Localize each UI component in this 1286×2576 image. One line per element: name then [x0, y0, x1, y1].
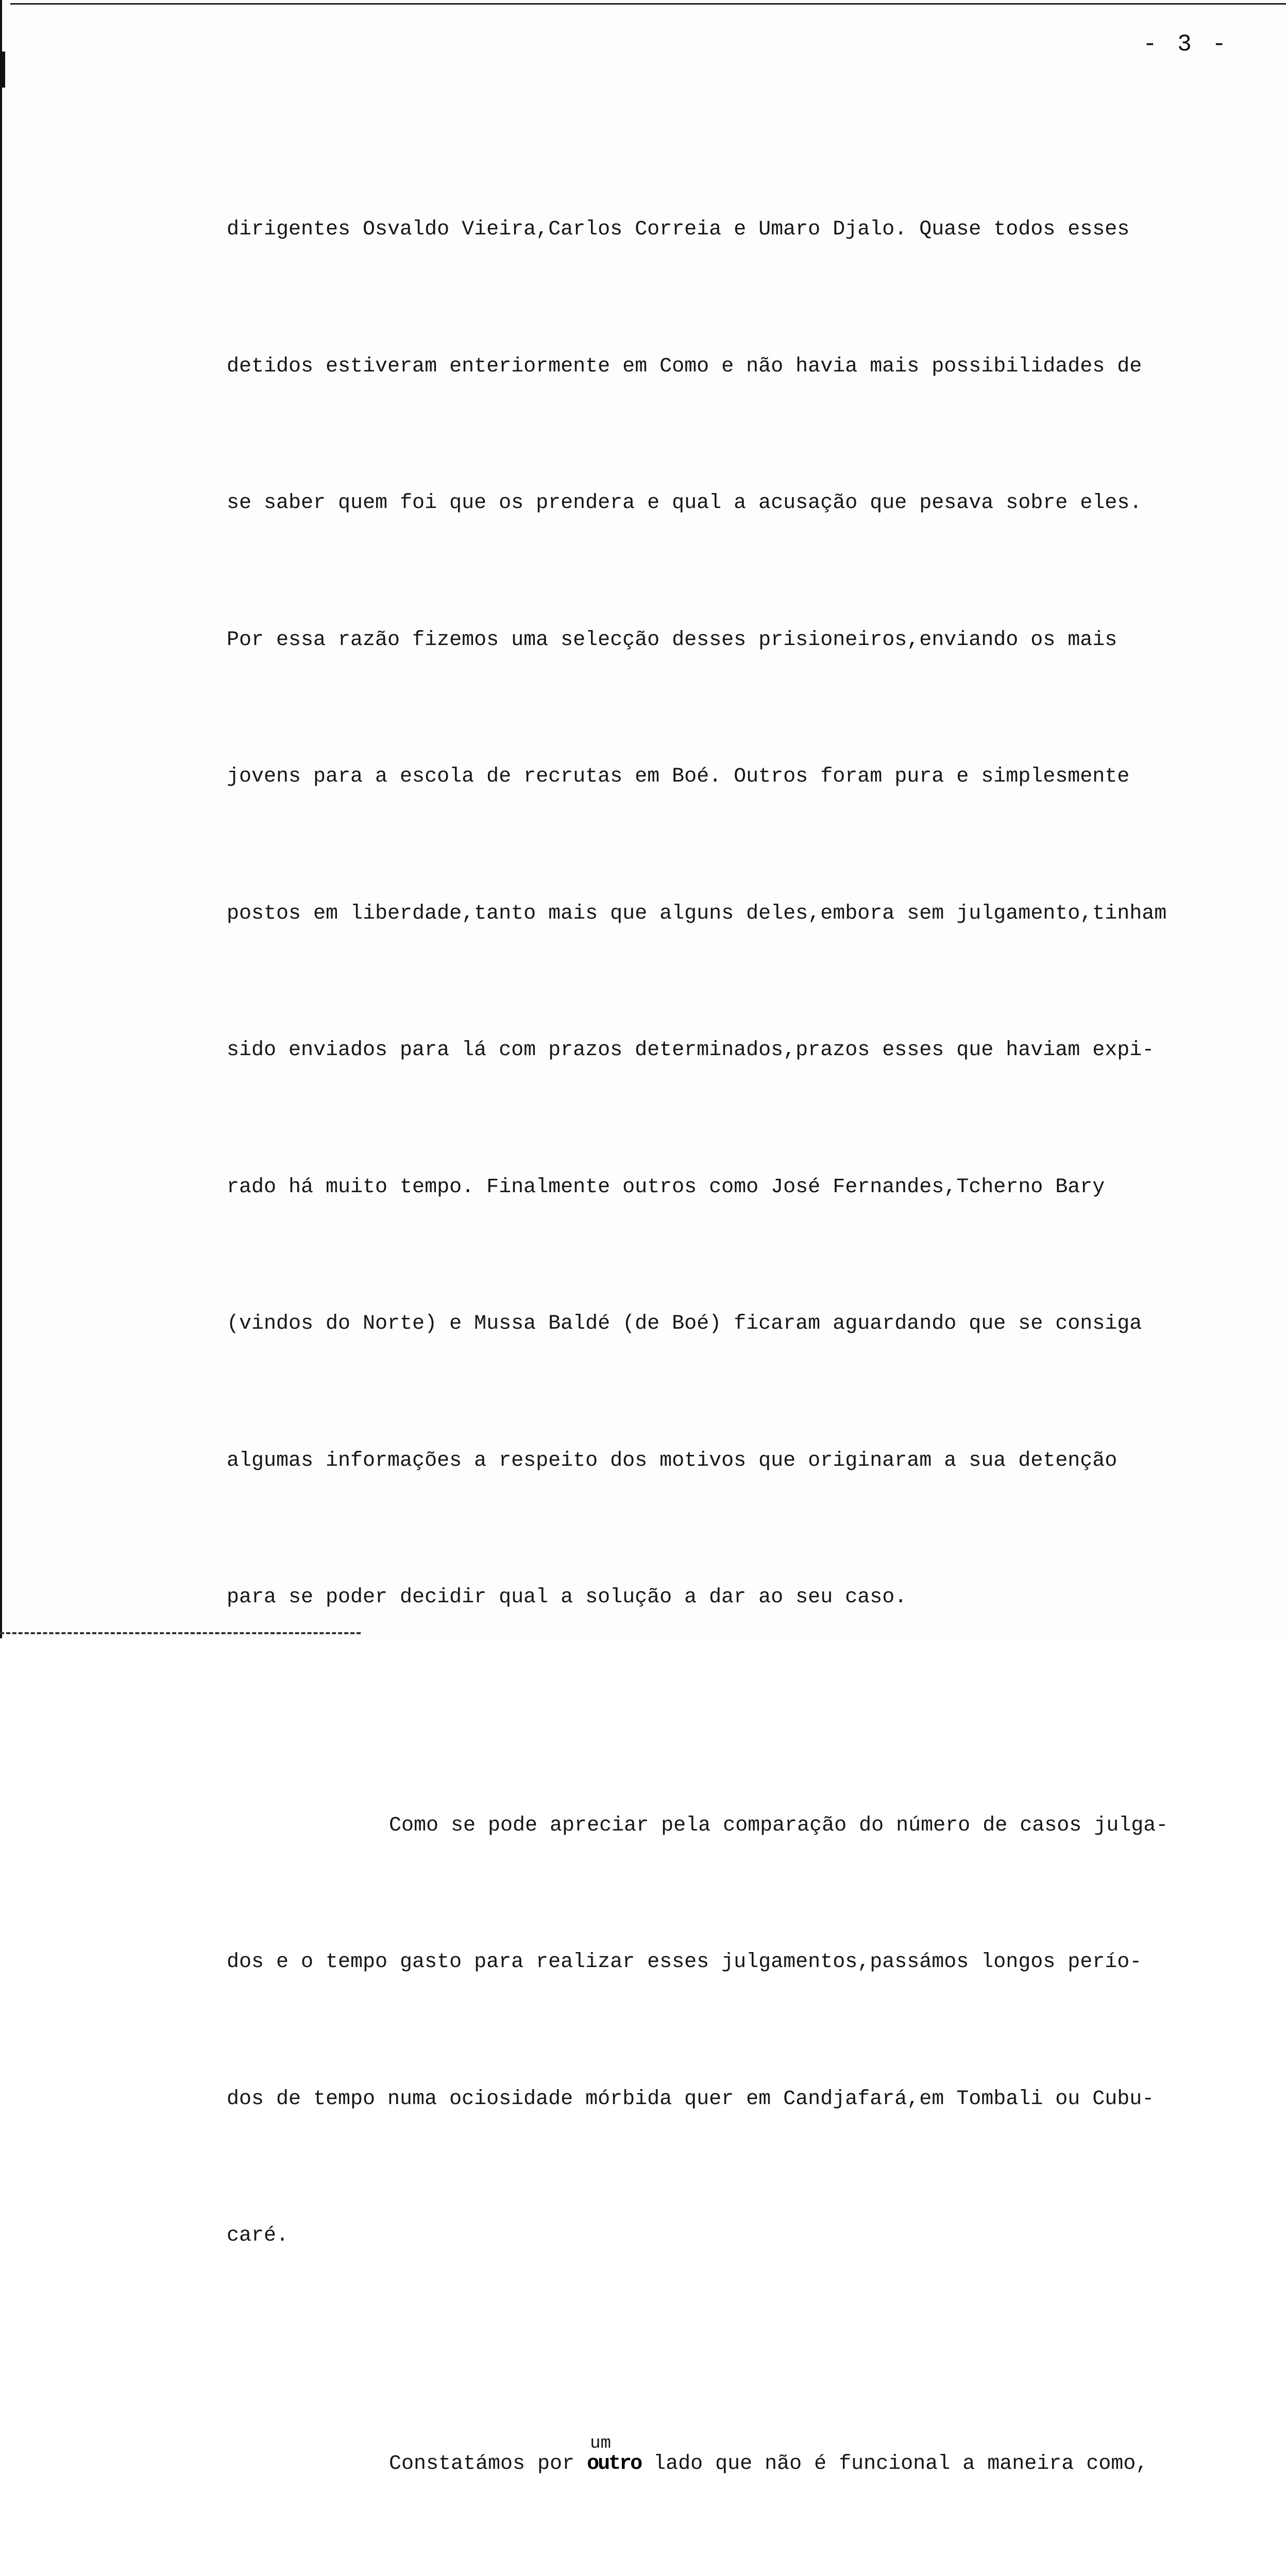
scan-edge-left	[0, 0, 2, 1638]
scan-edge-top	[10, 3, 1286, 5]
text-line: se saber quem foi que os prendera e qual a acusação que pesava sobre eles.	[227, 481, 1237, 527]
paragraph-2	[227, 1712, 1237, 2350]
body-text	[227, 116, 1237, 2576]
text-line: detidos estiveram enteriormente em Como e não havia mais possibilidades de	[227, 344, 1237, 390]
page-number: - 3 -	[1143, 31, 1229, 58]
text-line: caré.	[227, 2213, 1237, 2259]
text-line: dos e o tempo gasto para realizar esses julgamentos,passámos longos perío-	[227, 1940, 1237, 1986]
paragraph-3	[227, 2350, 1237, 2576]
text-line: dos de tempo numa ociosidade mórbida quer em Candjafará,em Tombali ou Cubu-	[227, 2077, 1237, 2123]
scan-edge-mark	[0, 52, 5, 88]
paragraph-1	[227, 116, 1237, 1712]
text-line: (vindos do Norte) e Mussa Baldé (de Boé) ficaram aguardando que se consiga	[227, 1301, 1237, 1347]
text-line: algumas informações a respeito dos motivos que originaram a sua detenção	[227, 1438, 1237, 1484]
text-line: rado há muito tempo. Finalmente outros como José Fernandes,Tcherno Bary	[227, 1165, 1237, 1211]
text-line: Por essa razão fizemos uma selecção desses prisioneiros,enviando os mais	[227, 618, 1237, 664]
text-line: Como se pode apreciar pela comparação do número de casos julga-	[227, 1803, 1237, 1849]
inserted-word: um	[590, 2421, 611, 2467]
correction	[587, 2442, 641, 2487]
text-segment: lado que não é funcional a maneira como,	[641, 2452, 1148, 2476]
text-line: dirigentes Osvaldo Vieira,Carlos Correia e Umaro Djalo. Quase todos esses	[227, 207, 1237, 253]
text-line: postos em liberdade,tanto mais que alguns deles,embora sem julgamento,tinham	[227, 891, 1237, 937]
struck-word: outro	[587, 2452, 641, 2476]
text-segment: Constatámos por	[389, 2452, 587, 2476]
text-line: para se poder decidir qual a solução a dar ao seu caso.	[227, 1575, 1237, 1621]
text-line: sido enviados para lá com prazos determinados,prazos esses que haviam expi-	[227, 1028, 1237, 1074]
text-line-with-correction	[227, 2442, 1237, 2487]
text-line: jovens para a escola de recrutas em Boé. Outros foram pura e simplesmente	[227, 754, 1237, 800]
